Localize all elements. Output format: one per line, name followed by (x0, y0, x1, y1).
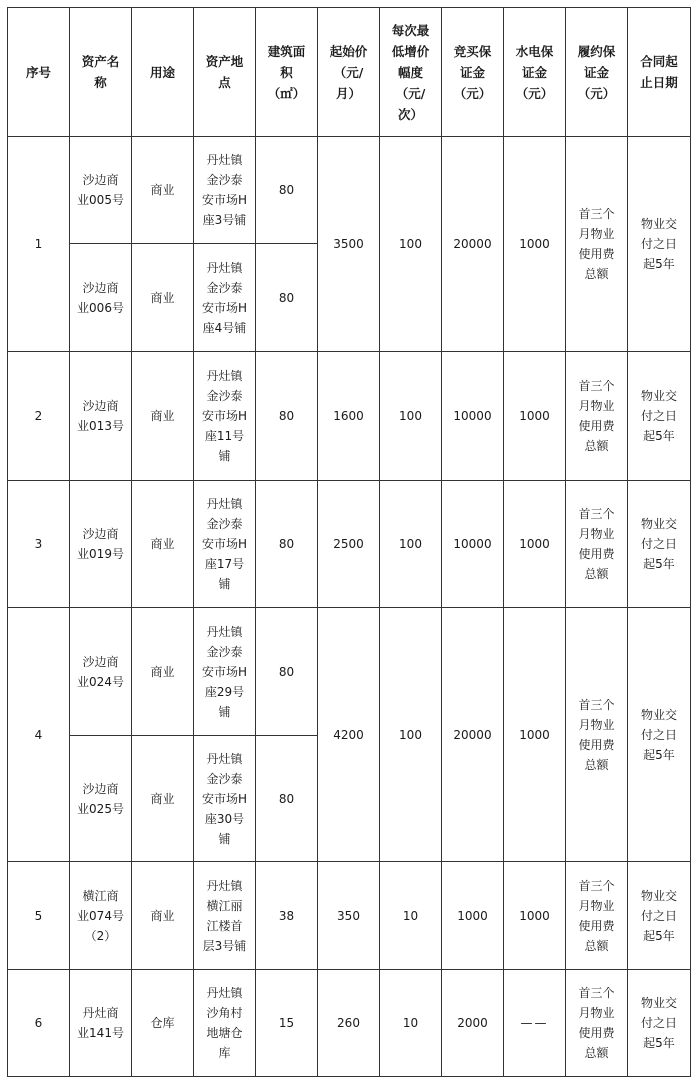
table-row (8, 481, 691, 608)
cell-performance-deposit: 首三个 月物业 使用费 总额 (566, 608, 628, 862)
cell-utility-deposit: 1000 (504, 352, 566, 481)
cell-area: 80 (256, 352, 318, 481)
cell-contract-period: 物业交 付之日 起5年 (628, 481, 691, 608)
cell-asset-name: 沙边商 业019号 (70, 481, 132, 608)
cell-contract-period: 物业交 付之日 起5年 (628, 608, 691, 862)
cell-seq: 1 (8, 137, 70, 352)
cell-asset-name: 丹灶商 业141号 (70, 970, 132, 1077)
header-seq: 序号 (8, 8, 70, 137)
cell-location: 丹灶镇 横江丽 江楼首 层3号铺 (194, 862, 256, 970)
cell-start-price: 3500 (318, 137, 380, 352)
cell-performance-deposit: 首三个 月物业 使用费 总额 (566, 137, 628, 352)
cell-increment: 10 (380, 862, 442, 970)
header-asset-name: 资产名 称 (70, 8, 132, 137)
header-increment: 每次最 低增价 幅度 （元/ 次） (380, 8, 442, 137)
cell-performance-deposit: 首三个 月物业 使用费 总额 (566, 352, 628, 481)
cell-start-price: 4200 (318, 608, 380, 862)
header-utility-deposit: 水电保 证金 （元） (504, 8, 566, 137)
cell-bid-deposit: 20000 (442, 137, 504, 352)
cell-bid-deposit: 20000 (442, 608, 504, 862)
cell-contract-period: 物业交 付之日 起5年 (628, 970, 691, 1077)
cell-area: 80 (256, 244, 318, 352)
asset-table (7, 7, 691, 1077)
cell-contract-period: 物业交 付之日 起5年 (628, 862, 691, 970)
cell-seq: 2 (8, 352, 70, 481)
cell-start-price: 1600 (318, 352, 380, 481)
cell-performance-deposit: 首三个 月物业 使用费 总额 (566, 481, 628, 608)
cell-utility-deposit: 1000 (504, 608, 566, 862)
cell-seq: 6 (8, 970, 70, 1077)
cell-asset-name: 横江商 业074号 （2） (70, 862, 132, 970)
cell-increment: 10 (380, 970, 442, 1077)
cell-asset-name: 沙边商 业024号 (70, 608, 132, 736)
table-row (8, 970, 691, 1077)
header-use: 用途 (132, 8, 194, 137)
cell-use: 仓库 (132, 970, 194, 1077)
header-start-price: 起始价 （元/ 月） (318, 8, 380, 137)
cell-seq: 4 (8, 608, 70, 862)
cell-use: 商业 (132, 352, 194, 481)
header-bid-deposit: 竞买保 证金 （元） (442, 8, 504, 137)
cell-start-price: 260 (318, 970, 380, 1077)
header-contract-period: 合同起 止日期 (628, 8, 691, 137)
cell-increment: 100 (380, 352, 442, 481)
cell-asset-name: 沙边商 业006号 (70, 244, 132, 352)
cell-location: 丹灶镇 金沙泰 安市场H 座11号 铺 (194, 352, 256, 481)
cell-start-price: 2500 (318, 481, 380, 608)
cell-asset-name: 沙边商 业005号 (70, 137, 132, 244)
cell-location: 丹灶镇 金沙泰 安市场H 座29号 铺 (194, 608, 256, 736)
cell-location: 丹灶镇 金沙泰 安市场H 座4号铺 (194, 244, 256, 352)
header-row (8, 8, 691, 137)
cell-location: 丹灶镇 金沙泰 安市场H 座3号铺 (194, 137, 256, 244)
cell-area: 80 (256, 481, 318, 608)
cell-bid-deposit: 10000 (442, 352, 504, 481)
table-row (8, 608, 691, 736)
cell-bid-deposit: 2000 (442, 970, 504, 1077)
table-row (8, 862, 691, 970)
cell-area: 15 (256, 970, 318, 1077)
cell-utility-deposit: 1000 (504, 137, 566, 352)
cell-contract-period: 物业交 付之日 起5年 (628, 137, 691, 352)
cell-location: 丹灶镇 沙角村 地塘仓 库 (194, 970, 256, 1077)
cell-bid-deposit: 10000 (442, 481, 504, 608)
cell-area: 80 (256, 137, 318, 244)
cell-performance-deposit: 首三个 月物业 使用费 总额 (566, 862, 628, 970)
cell-utility-deposit: 1000 (504, 862, 566, 970)
cell-use: 商业 (132, 244, 194, 352)
cell-use: 商业 (132, 862, 194, 970)
cell-contract-period: 物业交 付之日 起5年 (628, 352, 691, 481)
cell-area: 38 (256, 862, 318, 970)
cell-increment: 100 (380, 481, 442, 608)
cell-area: 80 (256, 736, 318, 862)
header-performance-deposit: 履约保 证金 （元） (566, 8, 628, 137)
header-area: 建筑面 积 （㎡） (256, 8, 318, 137)
table-row (8, 137, 691, 244)
header-location: 资产地 点 (194, 8, 256, 137)
cell-asset-name: 沙边商 业025号 (70, 736, 132, 862)
cell-utility-deposit: —— (504, 970, 566, 1077)
cell-start-price: 350 (318, 862, 380, 970)
cell-seq: 3 (8, 481, 70, 608)
cell-performance-deposit: 首三个 月物业 使用费 总额 (566, 970, 628, 1077)
cell-increment: 100 (380, 608, 442, 862)
table-row (8, 352, 691, 481)
cell-use: 商业 (132, 481, 194, 608)
cell-location: 丹灶镇 金沙泰 安市场H 座30号 铺 (194, 736, 256, 862)
cell-use: 商业 (132, 608, 194, 736)
cell-location: 丹灶镇 金沙泰 安市场H 座17号 铺 (194, 481, 256, 608)
cell-use: 商业 (132, 137, 194, 244)
cell-utility-deposit: 1000 (504, 481, 566, 608)
cell-bid-deposit: 1000 (442, 862, 504, 970)
cell-area: 80 (256, 608, 318, 736)
cell-use: 商业 (132, 736, 194, 862)
cell-asset-name: 沙边商 业013号 (70, 352, 132, 481)
cell-seq: 5 (8, 862, 70, 970)
cell-increment: 100 (380, 137, 442, 352)
